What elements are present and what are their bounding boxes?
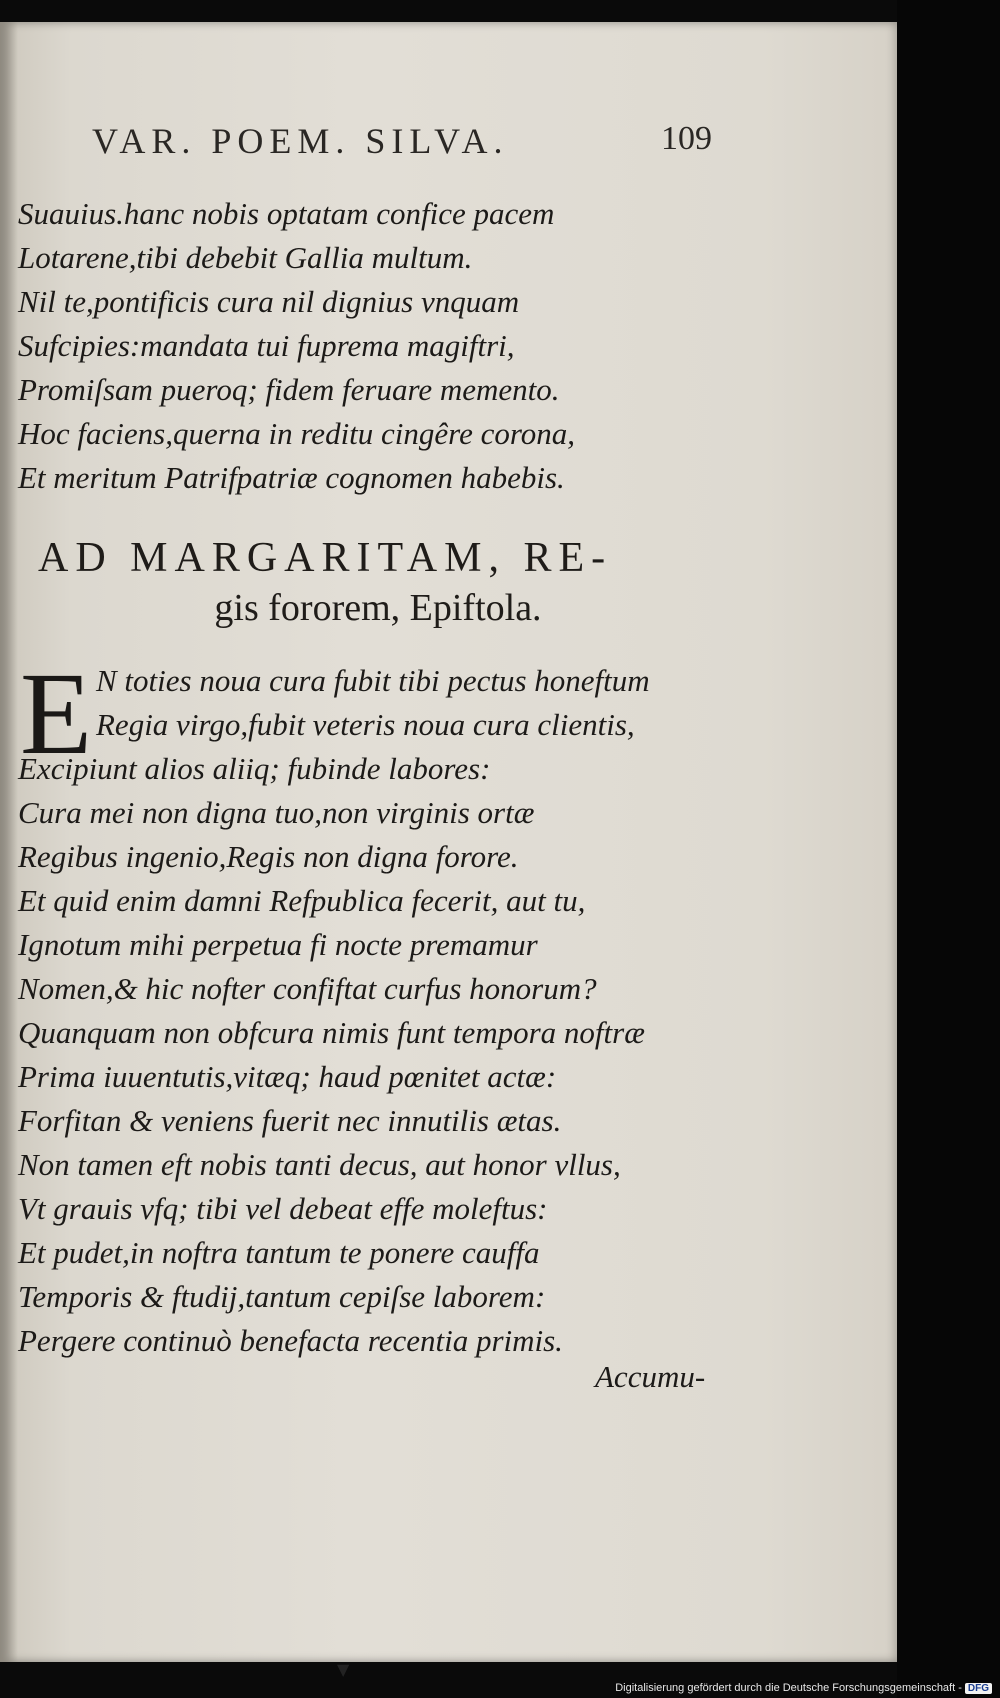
verse-block-top [18, 192, 575, 500]
verse-line: Cura mei non digna tuo,non virginis ortæ [18, 795, 535, 830]
dfg-logo-badge: DFG [965, 1683, 992, 1694]
verse-line: Ignotum mihi perpetua fi nocte premamur [18, 927, 538, 962]
running-head [92, 120, 712, 170]
verse-line: Regia virgo,fubit veteris noua cura clientis, [96, 707, 635, 742]
verse-line: Quanquam non obfcura nimis funt tempora noftræ [18, 1015, 645, 1050]
drop-capital: E [20, 648, 93, 779]
page-number: 109 [661, 120, 712, 157]
digitization-credit [615, 1682, 992, 1694]
verse-line: Et pudet,in noftra tantum te ponere cauffa [18, 1235, 540, 1270]
verse-line: Nomen,& hic nofter confiftat curfus honorum? [18, 971, 597, 1006]
page-gutter-shadow [0, 22, 18, 1662]
catchword: Accumu- [595, 1359, 706, 1394]
section-heading [38, 534, 698, 630]
printer-ornament-icon: ▼ [337, 1660, 350, 1679]
verse-line: Non tamen eft nobis tanti decus, aut honor vllus, [18, 1147, 621, 1182]
book-page [0, 22, 897, 1679]
verse-line: Sufcipies:mandata tui fuprema magiftri, [18, 328, 515, 363]
verse-line: Et meritum Patrifpatriæ cognomen habebis. [18, 460, 565, 495]
running-head-title: VAR. POEM. SILVA. [92, 121, 509, 161]
verse-block-epistle [18, 648, 650, 1363]
verse-line: Lotarene,tibi debebit Gallia multum. [18, 240, 473, 275]
verse-line: N toties noua cura fubit tibi pectus honeftum [96, 663, 650, 698]
verse-line: Promiſsam pueroq; fidem feruare memento. [18, 372, 560, 407]
credit-text: Digitalisierung gefördert durch die Deutsche Forschungsgemeinschaft - [615, 1682, 962, 1694]
verse-line: Temporis & ftudij,tantum cepiſse laborem: [18, 1279, 546, 1314]
verse-line: Pergere continuò benefacta recentia primis. [18, 1323, 563, 1358]
verse-line: Prima iuuentutis,vitæq; haud pœnitet actæ: [18, 1059, 557, 1094]
verse-line: Nil te,pontificis cura nil dignius vnquam [18, 284, 520, 319]
heading-line-2: gis fororem, Epiftola. [214, 587, 542, 629]
scan-background [897, 0, 1000, 1698]
verse-line: Forfitan & veniens fuerit nec innutilis ætas. [18, 1103, 562, 1138]
verse-line: Vt grauis vfq; tibi vel debeat effe moleftus: [18, 1191, 548, 1226]
verse-line: Suauius.hanc nobis optatam confice pacem [18, 196, 555, 231]
verse-line: Excipiunt alios aliiq; fubinde labores: [18, 751, 491, 786]
verse-line: Hoc faciens,querna in reditu cingêre corona, [18, 416, 576, 451]
verse-line: Regibus ingenio,Regis non digna forore. [18, 839, 519, 874]
verse-line: Et quid enim damni Refpublica fecerit, aut tu, [18, 883, 586, 918]
heading-line-1: AD MARGARITAM, RE- [38, 535, 613, 581]
